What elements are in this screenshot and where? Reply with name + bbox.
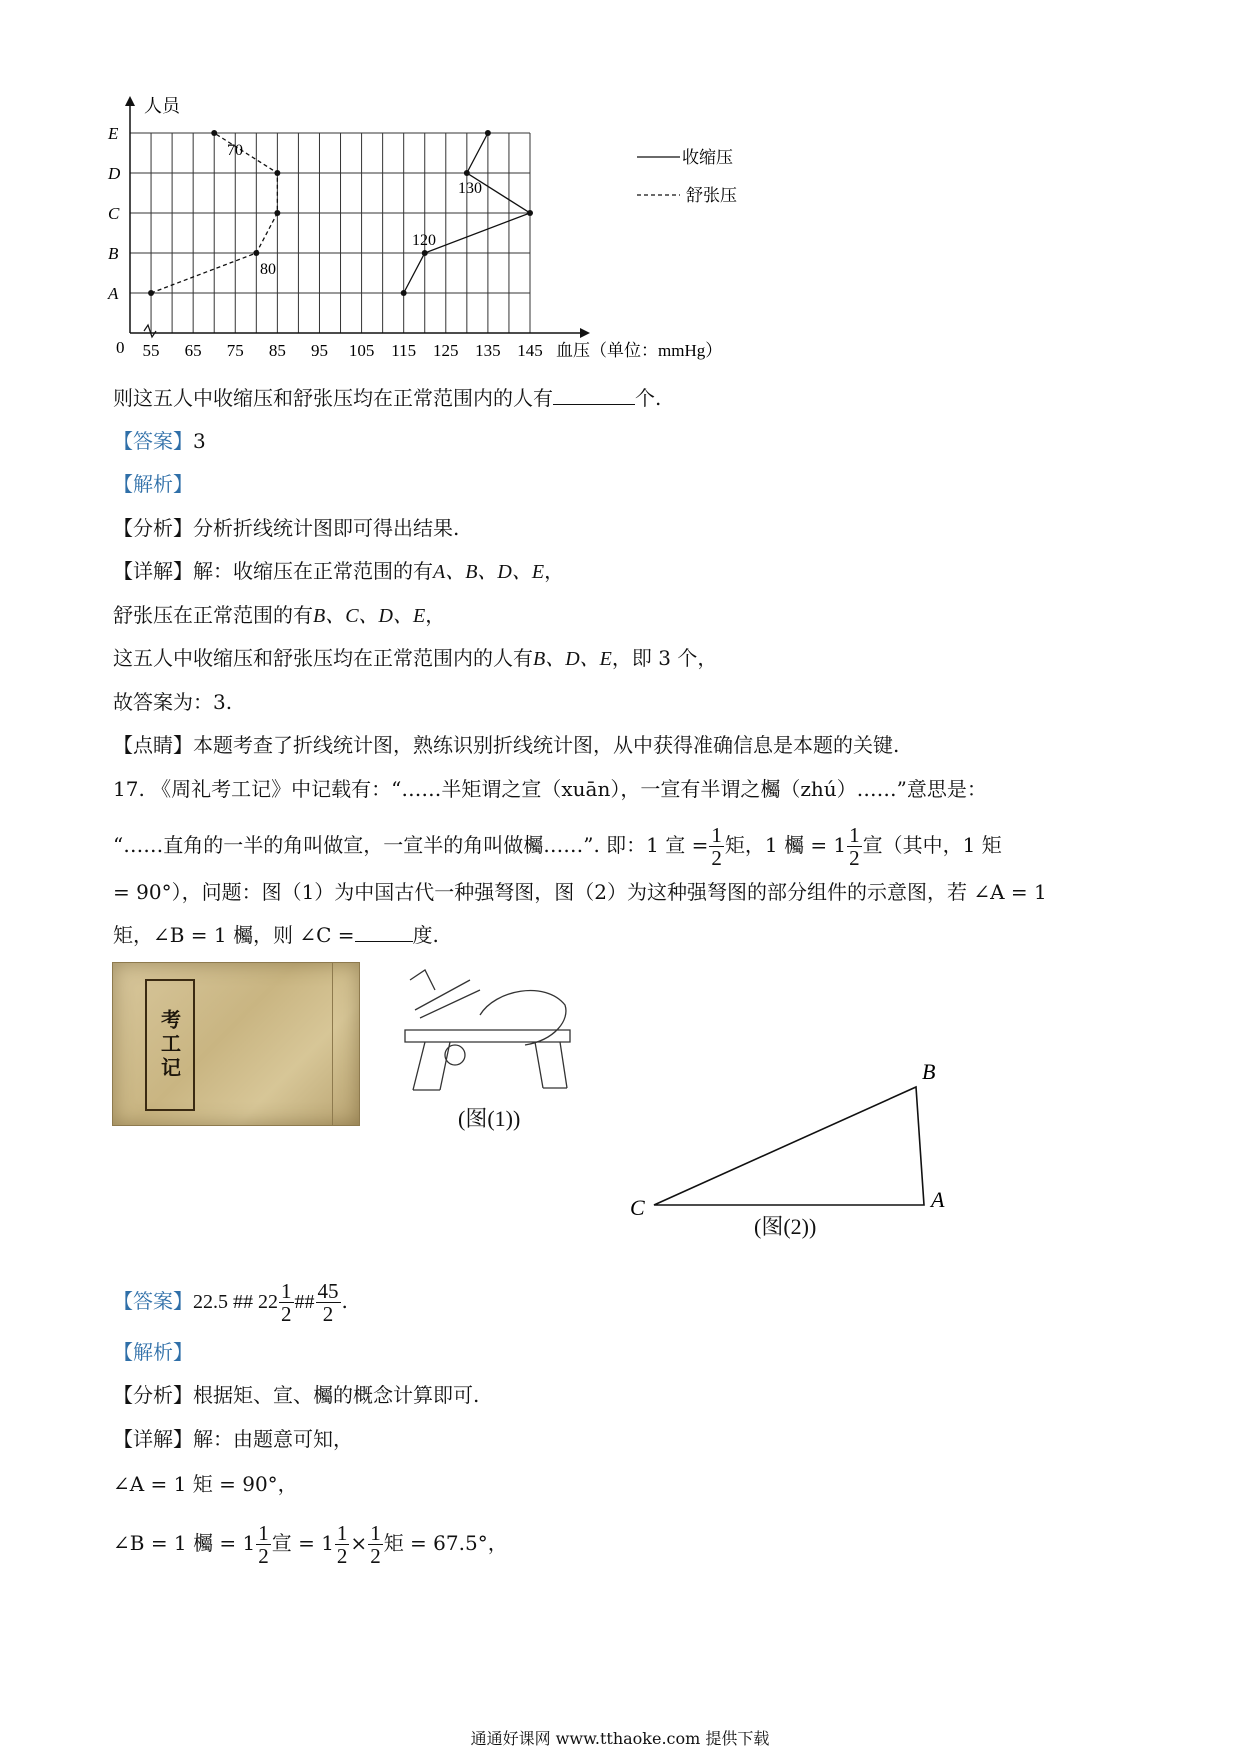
eq2-part-b: 宣 = 1 — [271, 1531, 334, 1555]
q16-analysis-heading — [113, 470, 193, 498]
legend-dashed-label: 舒张压 — [686, 186, 737, 205]
xiangjie-text: 解：收缩压在正常范围的有 — [193, 559, 433, 583]
x-tick-label: 95 — [310, 341, 328, 360]
numerator: 45 — [317, 1279, 339, 1303]
q16-line2 — [113, 601, 445, 630]
page-footer: 通通好课网 www.tthaoke.com 提供下载 — [470, 1729, 770, 1748]
q17-line4 — [113, 921, 439, 949]
denominator: 2 — [281, 1302, 292, 1326]
origin-label: 0 — [116, 338, 125, 357]
data-point — [253, 250, 259, 256]
y-tick-labels — [107, 124, 121, 303]
xiangjie-vars: A、B、D、E — [433, 561, 545, 583]
x-tick-label: 85 — [268, 341, 286, 360]
fenxi-tag: 【分析】 — [113, 516, 193, 540]
y-axis-title: 人员 — [144, 96, 180, 116]
blood-pressure-chart — [100, 90, 860, 410]
q17-line2-b: 矩，1 欘 = 1 — [724, 833, 847, 857]
crossbow-legs — [413, 1042, 567, 1090]
xiangjie-tag: 【详解】 — [113, 559, 193, 583]
crossbow-feet — [413, 1088, 567, 1090]
denominator: 2 — [849, 846, 860, 870]
crossbow-handle — [410, 970, 435, 990]
data-label-80: 80 — [260, 261, 276, 278]
legend — [637, 148, 737, 205]
fraction-half — [256, 1522, 271, 1567]
xiangjie-suffix: ， — [544, 559, 565, 583]
data-label-130: 130 — [458, 180, 482, 197]
x-axis-arrow — [580, 328, 590, 338]
x-tick-label: 75 — [226, 341, 244, 360]
q17-analysis-heading — [113, 1338, 193, 1366]
figure2-caption: (图(2)) — [754, 1214, 817, 1239]
q17-line2-c: 宣（其中，1 矩 — [862, 833, 1002, 857]
data-point — [464, 170, 470, 176]
q17-eq1: ∠A = 1 矩 = 90°， — [113, 1472, 298, 1496]
x-tick-label: 105 — [348, 341, 375, 360]
analysis-tag: 【解析】 — [113, 472, 193, 496]
x-tick-label: 125 — [433, 341, 459, 360]
q16-fenxi — [113, 514, 459, 542]
q17-line4-a: 矩，∠B = 1 欘，则 ∠C = — [113, 923, 355, 947]
line2-vars: B、C、D、E — [313, 605, 426, 627]
numerator: 1 — [258, 1521, 269, 1545]
data-point — [211, 130, 217, 136]
fraction-half — [368, 1522, 383, 1567]
triangle-abc — [654, 1087, 924, 1205]
kaogongji-book-image — [112, 962, 360, 1126]
legend-solid-label: 收缩压 — [682, 148, 733, 167]
line3-text: 这五人中收缩压和舒张压均在正常范围内的人有 — [113, 646, 533, 670]
q17-eq2 — [113, 1522, 508, 1567]
vertex-a-label: A — [931, 1187, 945, 1212]
data-point — [274, 210, 280, 216]
denominator: 2 — [336, 1544, 348, 1568]
answer-part-b: ## — [294, 1291, 315, 1313]
x-tick-label: 145 — [517, 341, 543, 360]
answer-blank — [355, 921, 413, 942]
y-tick-label: E — [108, 124, 119, 143]
q17-line3: = 90°），问题：图（1）为中国古代一种强弩图，图（2）为这种强弩图的部分组件的示意图，若 ∠A = 1 — [113, 880, 1047, 904]
eq2-part-a: ∠B = 1 欘 = 1 — [113, 1531, 256, 1555]
x-tick-labels — [143, 341, 543, 360]
q16-line3 — [113, 644, 717, 673]
fraction-half — [279, 1280, 294, 1325]
answer-tag: 【答案】 — [113, 1289, 193, 1313]
data-label-120: 120 — [412, 232, 436, 249]
book-binding — [332, 963, 351, 1125]
line2-text: 舒张压在正常范围的有 — [113, 603, 313, 627]
data-point — [527, 210, 533, 216]
fenxi-text: 分析折线统计图即可得出结果. — [193, 516, 460, 540]
fraction-half — [335, 1522, 350, 1567]
denominator: 2 — [322, 1302, 334, 1326]
answer-blank — [553, 384, 635, 405]
axis-break-mark — [144, 325, 156, 337]
xiangjie-text: 解：由题意可知， — [193, 1427, 353, 1451]
data-point — [485, 130, 491, 136]
x-tick-label: 115 — [391, 341, 417, 360]
y-tick-label: A — [108, 284, 119, 303]
vertex-b-label: B — [922, 1059, 936, 1084]
y-tick-label: D — [108, 164, 121, 183]
triangle-figure — [620, 1055, 960, 1215]
dianjing-tag: 【点睛】 — [113, 733, 193, 757]
q17-answer — [113, 1280, 348, 1325]
eq2-part-d: 矩 = 67.5°， — [383, 1531, 508, 1555]
data-point — [422, 250, 428, 256]
y-tick-label: B — [108, 244, 119, 263]
q16-question-prefix: 则这五人中收缩压和舒张压均在正常范围内的人有 — [113, 386, 553, 410]
q16-question-suffix: 个. — [635, 386, 662, 410]
data-point — [148, 290, 154, 296]
fenxi-text: 根据矩、宣、欘的概念计算即可. — [193, 1383, 480, 1407]
analysis-tag: 【解析】 — [113, 1340, 193, 1364]
xiangjie-tag: 【详解】 — [113, 1427, 193, 1451]
fraction-half — [847, 824, 862, 869]
denominator: 2 — [711, 846, 722, 870]
numerator: 1 — [336, 1521, 348, 1545]
x-axis-title: 血压（单位：mmHg） — [556, 341, 723, 360]
q17-line2 — [113, 824, 1002, 869]
line3-vars: B、D、E — [533, 648, 612, 670]
crossbow-beam — [405, 1030, 570, 1042]
q17-fenxi — [113, 1381, 479, 1409]
fraction-half — [709, 824, 724, 869]
fenxi-tag: 【分析】 — [113, 1383, 193, 1407]
numerator: 1 — [281, 1279, 292, 1303]
q16-answer — [113, 427, 206, 455]
q16-dianjing — [113, 731, 899, 759]
q17-line2-a: “……直角的一半的角叫做宣，一宣半的角叫做欘……”. 即：1 宣 = — [113, 833, 709, 857]
numerator: 1 — [370, 1521, 381, 1545]
y-axis-arrow — [125, 96, 135, 106]
x-tick-label: 135 — [475, 341, 501, 360]
denominator: 2 — [370, 1544, 381, 1568]
numerator: 1 — [849, 823, 860, 847]
q16-line4: 故答案为：3. — [113, 690, 233, 714]
vertex-c-label: C — [630, 1195, 645, 1215]
x-tick-label: 65 — [184, 341, 202, 360]
line2-suffix: ， — [425, 603, 446, 627]
answer-tag: 【答案】 — [113, 429, 193, 453]
q16-xiangjie-1 — [113, 557, 564, 586]
eq2-part-c: × — [350, 1531, 368, 1555]
q16-question — [113, 384, 661, 412]
data-point — [401, 290, 407, 296]
book-title: 考工记 — [157, 1009, 182, 1081]
chart-grid — [130, 133, 530, 333]
book-title-label — [145, 979, 195, 1111]
data-point — [274, 170, 280, 176]
crossbow-bow — [480, 991, 566, 1045]
q17-line4-b: 度. — [412, 923, 439, 947]
line3-suffix: ，即 3 个， — [611, 646, 718, 670]
q17-xiangjie — [113, 1425, 353, 1453]
fraction-45-2 — [316, 1280, 341, 1325]
dianjing-text: 本题考查了折线统计图，熟练识别折线统计图，从中获得准确信息是本题的关键. — [193, 733, 900, 757]
figure1-caption: (图(1)) — [458, 1106, 521, 1131]
data-label-70: 70 — [227, 142, 243, 159]
answer-part-c: . — [341, 1289, 348, 1313]
crossbow-figure — [395, 960, 580, 1110]
answer-part-a: 22.5 ## 22 — [193, 1291, 278, 1313]
denominator: 2 — [258, 1544, 269, 1568]
numerator: 1 — [711, 823, 722, 847]
crossbow-wheel — [445, 1045, 465, 1065]
x-tick-label: 55 — [142, 341, 160, 360]
crossbow-rail — [415, 980, 480, 1018]
y-tick-label: C — [108, 204, 120, 223]
answer-value: 3 — [193, 429, 206, 453]
q17-line1: 17. 《周礼考工记》中记载有：“……半矩谓之宣（xuān），一宣有半谓之欘（zhú）……”意思是： — [113, 777, 987, 801]
